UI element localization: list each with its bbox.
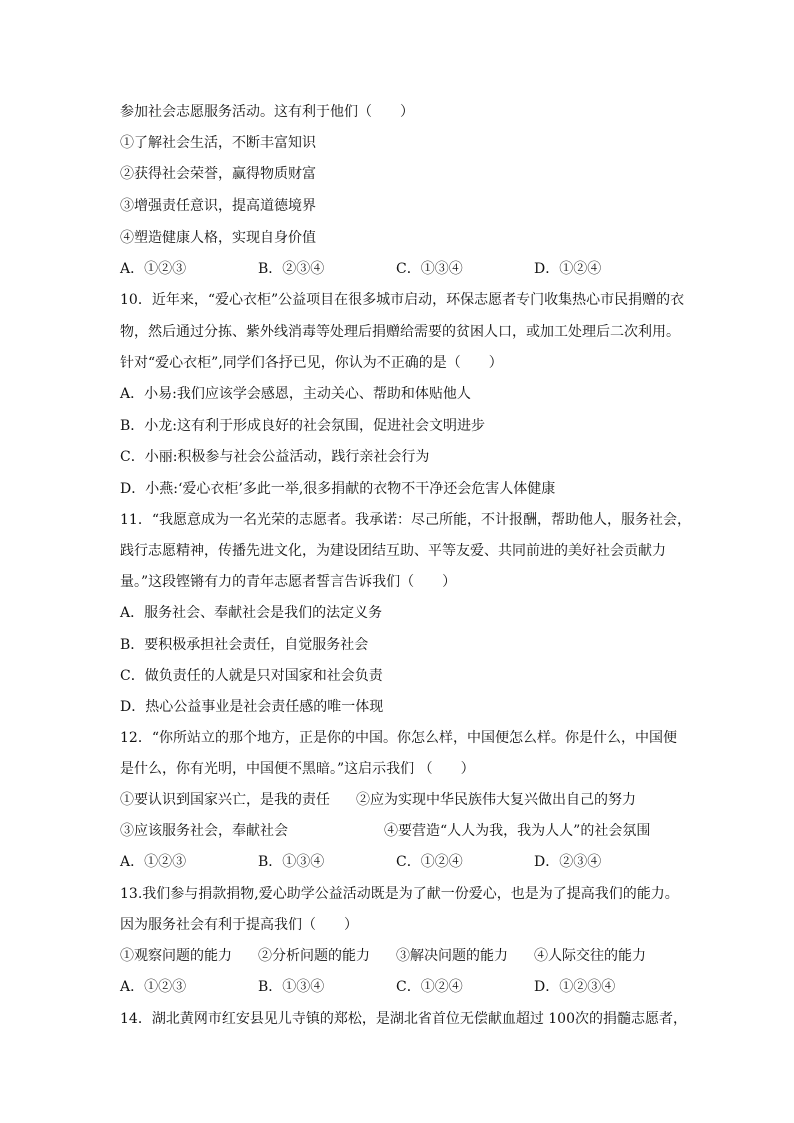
q13-stem-line-2: 因为服务社会有利于提高我们（ ） — [120, 917, 358, 933]
q11-stem-line-2: 践行志愿精神，传播先进文化，为建设团结互助、平等友爱、共同前进的美好社会贡献力 — [120, 543, 666, 559]
q9-option-a: A．①②③ — [120, 261, 187, 277]
q9-option-b: B．②③④ — [258, 261, 325, 277]
q9-options — [120, 259, 680, 279]
q11-stem-line-1: 11．“我愿意成为一名光荣的志愿者。我承诺：尽己所能，不计报酬，帮助他人，服务社会， — [120, 512, 691, 528]
q12-statement-2: ②应为实现中华民族伟大复兴做出自己的努力 — [356, 792, 636, 808]
q13-option-a: A．①②③ — [120, 979, 187, 995]
q10-option-d: D．小燕:‘爱心衣柜’多此一举,很多捐献的衣物不干净还会危害人体健康 — [120, 481, 556, 497]
q11-stem-line-3: 量。”这段铿锵有力的青年志愿者誓言告诉我们（ ） — [120, 574, 457, 590]
q10-option-b: B．小龙:这有利于形成良好的社会氛围，促进社会文明进步 — [120, 418, 486, 434]
q11-option-d: D．热心公益事业是社会责任感的唯一体现 — [120, 699, 384, 715]
q9-option-d: D．①②④ — [534, 261, 602, 277]
q12-option-d: D．②③④ — [534, 854, 602, 870]
q13-options — [120, 977, 680, 997]
q13-option-d: D．①②③④ — [534, 979, 616, 995]
q11-option-a: A．服务社会、奉献社会是我们的法定义务 — [120, 605, 383, 621]
q13-stem-line-1: 13.我们参与捐款捐物,爱心助学公益活动既是为了献一份爱心，也是为了提高我们的能力。 — [120, 886, 679, 902]
q12-statement-3: ③应该服务社会，奉献社会 — [120, 823, 288, 839]
q13-statement-3: ③解决问题的能力 — [396, 948, 508, 964]
q9-statement-3: ③增强责任意识，提高道德境界 — [120, 198, 316, 214]
q12-statements-row-2 — [120, 821, 680, 841]
q12-statement-1: ①要认识到国家兴亡，是我的责任 — [120, 792, 330, 808]
q10-stem-line-3: 针对“爱心衣柜”,同学们各抒已见，你认为不正确的是（ ） — [120, 355, 503, 371]
q13-option-b: B．①③④ — [258, 979, 325, 995]
q9-statement-1: ①了解社会生活，不断丰富知识 — [120, 135, 316, 151]
q12-option-c: C．①②④ — [396, 854, 463, 870]
q11-option-b: B．要积极承担社会责任，自觉服务社会 — [120, 637, 369, 653]
q12-options — [120, 852, 680, 872]
q12-stem-line-1: 12．“你所站立的那个地方，正是你的中国。你怎么样，中国便怎么样。你是什么，中国便 — [120, 730, 677, 746]
q10-option-c: C．小丽:积极参与社会公益活动，践行亲社会行为 — [120, 449, 430, 465]
q10-stem-line-2: 物，然后通过分拣、紫外线消毒等处理后捐赠给需要的贫困人口，或加工处理后二次利用。 — [120, 324, 680, 340]
q13-statements-row — [120, 946, 680, 966]
q10-option-a: A．小易:我们应该学会感恩，主动关心、帮助和体贴他人 — [120, 386, 471, 402]
q14-stem-line-1: 14．湖北黄网市红安县见儿寺镇的郑松，是湖北省首位无偿献血超过 100次的捐髓志愿者， — [120, 1011, 687, 1027]
q9-statement-2: ②获得社会荣誉，赢得物质财富 — [120, 166, 316, 182]
q13-statement-4: ④人际交往的能力 — [534, 948, 646, 964]
q13-statement-1: ①观察问题的能力 — [120, 948, 232, 964]
q12-statements-row-1 — [120, 790, 680, 810]
q9-statement-4: ④塑造健康人格，实现自身价值 — [120, 230, 316, 246]
q12-option-a: A．①②③ — [120, 854, 187, 870]
q12-statement-4: ④要营造“人人为我，我为人人”的社会氛围 — [384, 823, 651, 839]
q12-stem-line-2: 是什么，你有光明，中国便不黑暗。”这启示我们 （ ） — [120, 761, 475, 777]
q11-option-c: C．做负责任的人就是只对国家和社会负责 — [120, 668, 383, 684]
q13-option-c: C．①②④ — [396, 979, 463, 995]
q9-stem-line: 参加社会志愿服务活动。这有利于他们（ ） — [120, 104, 414, 120]
q12-option-b: B．①③④ — [258, 854, 325, 870]
q10-stem-line-1: 10．近年来，“爱心衣柜”公益项目在很多城市启动，环保志愿者专门收集热心市民捐赠的衣 — [120, 292, 685, 308]
q13-statement-2: ②分析问题的能力 — [258, 948, 370, 964]
q9-option-c: C．①③④ — [396, 261, 463, 277]
